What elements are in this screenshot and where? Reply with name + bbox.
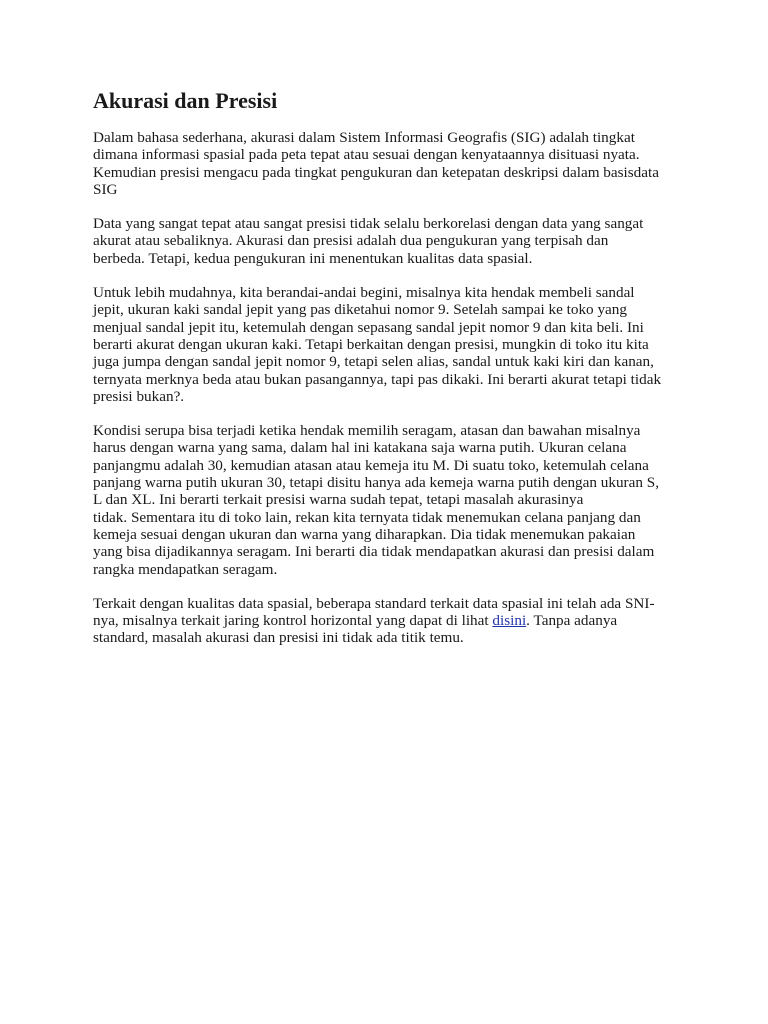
text-line: yang bisa dijadikannya seragam. Ini berarti dia tidak mendapatkan akurasi dan presisi dalam bbox=[93, 543, 655, 561]
text-line: presisi bukan?. bbox=[93, 387, 185, 405]
text-line: Terkait dengan kualitas data spasial, beberapa standard terkait data spasial ini telah ada SNI- bbox=[93, 594, 655, 612]
paragraph-5 bbox=[93, 595, 675, 647]
text-line: jepit, ukuran kaki sandal jepit yang pas diketahui nomor 9. Setelah sampai ke toko yang bbox=[93, 301, 627, 319]
text-line: panjangmu adalah 30, kemudian atasan atau kemeja itu M. Di suatu toko, ketemulah celana bbox=[93, 456, 649, 474]
paragraph-1 bbox=[93, 129, 675, 198]
paragraph-2 bbox=[93, 215, 675, 267]
text-line: Kondisi serupa bisa terjadi ketika hendak memilih seragam, atasan dan bawahan misalnya bbox=[93, 422, 641, 440]
text-segment: nya, misalnya terkait jaring kontrol horizontal yang dapat di lihat bbox=[93, 612, 493, 630]
text-segment: . Tanpa adanya bbox=[526, 612, 618, 630]
document-body bbox=[93, 87, 675, 664]
text-line: dimana informasi spasial pada peta tepat atau sesuai dengan kenyataannya disituasi nyata. bbox=[93, 146, 640, 164]
text-line: Untuk lebih mudahnya, kita berandai-andai begini, misalnya kita hendak membeli sandal bbox=[93, 284, 635, 302]
paragraph-4 bbox=[93, 422, 675, 578]
text-line: harus dengan warna yang sama, dalam hal ini katakana saja warna putih. Ukuran celana bbox=[93, 439, 627, 457]
disini-link[interactable]: disini bbox=[492, 612, 527, 630]
text-line: Kemudian presisi mengacu pada tingkat pengukuran dan ketepatan deskripsi dalam basisdata bbox=[93, 163, 659, 181]
text-line: berarti akurat dengan ukuran kaki. Tetapi berkaitan dengan presisi, mungkin di toko itu kita bbox=[93, 335, 649, 353]
text-line: juga jumpa dengan sandal jepit nomor 9, tetapi selen alias, sandal untuk kaki kiri dan kanan, bbox=[93, 353, 654, 371]
text-line: L dan XL. Ini berarti terkait presisi warna sudah tepat, tetapi masalah akurasinya bbox=[93, 491, 584, 509]
text-line: akurat atau sebaliknya. Akurasi dan presisi adalah dua pengukuran yang terpisah dan bbox=[93, 232, 609, 250]
text-line: panjang warna putih ukuran 30, tetapi disitu hanya ada kemeja warna putih dengan ukuran S, bbox=[93, 474, 659, 492]
text-line: Data yang sangat tepat atau sangat presisi tidak selalu berkorelasi dengan data yang sangat bbox=[93, 215, 644, 233]
paragraph-3 bbox=[93, 284, 675, 405]
text-line: SIG bbox=[93, 180, 118, 198]
text-line: menjual sandal jepit itu, ketemulah dengan sepasang sandal jepit nomor 9 dan kita beli. Ini bbox=[93, 318, 644, 336]
text-line: Dalam bahasa sederhana, akurasi dalam Sistem Informasi Geografis (SIG) adalah tingkat bbox=[93, 129, 635, 146]
text-line-with-link bbox=[93, 612, 675, 629]
text-line: ternyata merknya beda atau bukan pasangannya, tapi pas dikaki. Ini berarti akurat tetapi tidak bbox=[93, 370, 662, 388]
text-line: rangka mendapatkan seragam. bbox=[93, 560, 278, 578]
text-line: kemeja sesuai dengan ukuran dan warna yang diharapkan. Dia tidak menemukan pakaian bbox=[93, 525, 636, 543]
text-line: berbeda. Tetapi, kedua pengukuran ini menentukan kualitas data spasial. bbox=[93, 249, 533, 267]
text-line: standard, masalah akurasi dan presisi ini tidak ada titik temu. bbox=[93, 629, 464, 647]
page-title: Akurasi dan Presisi bbox=[93, 88, 278, 113]
text-line: tidak. Sementara itu di toko lain, rekan kita ternyata tidak menemukan celana panjang dan bbox=[93, 508, 641, 526]
